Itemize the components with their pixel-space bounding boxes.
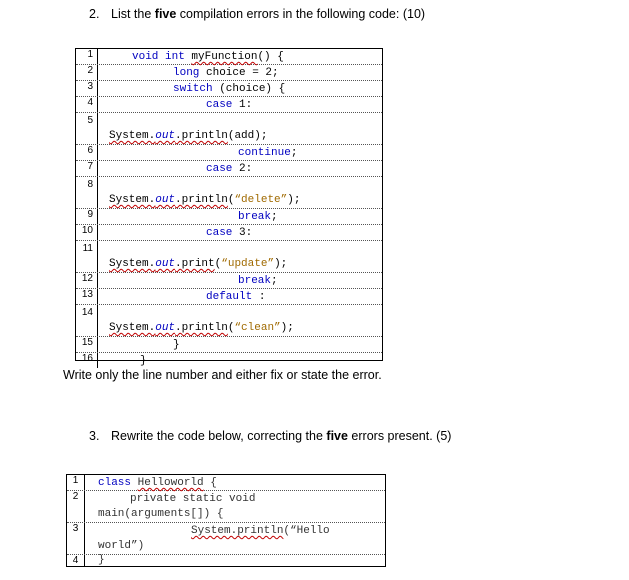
code-line-12: 12 break;: [76, 273, 382, 289]
code-line-3: 3 switch (choice) {: [76, 81, 382, 97]
code-line-10: 10 case 3:: [76, 225, 382, 241]
code-line-13: 13 default :: [76, 289, 382, 305]
code-line-16: 16 }: [76, 353, 382, 368]
code-line-9: 9 break;: [76, 209, 382, 225]
code-line-11: 11 System.out.print(“update”);: [76, 241, 382, 273]
code-line-8: 8 System.out.println(“delete”);: [76, 177, 382, 209]
question-2-heading: 2. List the five compilation errors in the following code: (10): [89, 7, 426, 21]
code-line-3: 3 System.println(“Hello world”): [67, 523, 385, 555]
code-line-1: 1 void int myFunction() {: [76, 49, 382, 65]
question-2-number: 2.: [89, 7, 100, 21]
code-line-4: 4 case 1:: [76, 97, 382, 113]
question-2-instruction: Write only the line number and either fix or state the error.: [63, 368, 382, 382]
code-table-q3: [66, 474, 386, 567]
question-3-number: 3.: [89, 429, 100, 443]
code-table-q2: [75, 48, 383, 367]
code-line-4: 4 }: [67, 555, 385, 566]
code-line-5: 5 System.out.println(add);: [76, 113, 382, 145]
code-line-1: 1 class Helloworld {: [67, 475, 385, 491]
code-line-14: 14 System.out.println(“clean”);: [76, 305, 382, 337]
code-line-7: 7 case 2:: [76, 161, 382, 177]
question-3-heading: 3. Rewrite the code below, correcting the five errors present. (5): [89, 429, 452, 443]
code-line-2: 2 private static void main(arguments[]) {: [67, 491, 385, 523]
code-line-2: 2 long choice = 2;: [76, 65, 382, 81]
code-line-6: 6 continue;: [76, 145, 382, 161]
code-line-15: 15 }: [76, 337, 382, 353]
